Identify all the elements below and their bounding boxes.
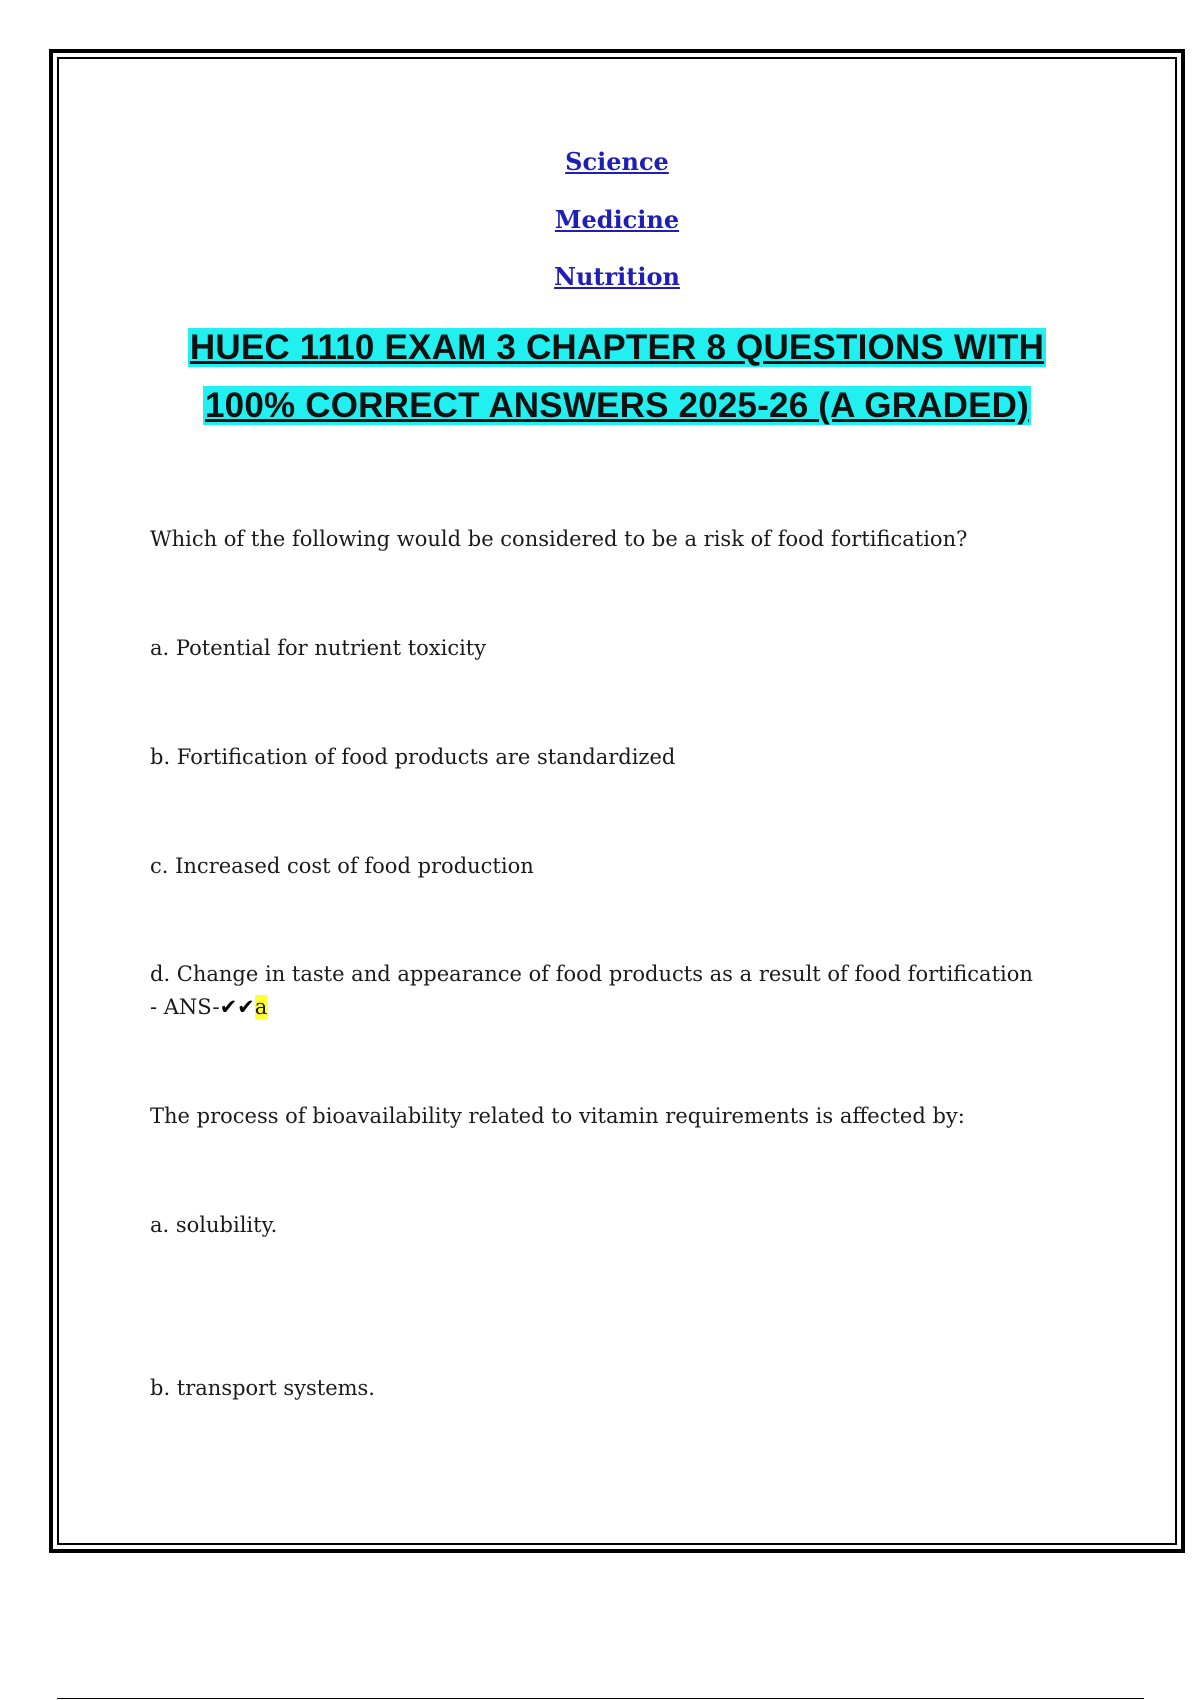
question-2-option-a: a. solubility. <box>150 1213 278 1237</box>
title-line-1 <box>53 322 1181 380</box>
answer-prefix: - ANS- <box>150 995 220 1019</box>
title-line-2 <box>53 380 1181 438</box>
question-1-option-b: b. Fortification of food products are standardized <box>150 745 676 769</box>
question-1-option-d: d. Change in taste and appearance of food products as a result of food fortification <box>150 962 1033 986</box>
question-1-prompt: Which of the following would be considered to be a risk of food fortification? <box>150 527 968 551</box>
question-1-option-c: c. Increased cost of food production <box>150 854 534 878</box>
answer-value: a <box>254 995 268 1019</box>
category-link-science-label[interactable]: Science <box>565 147 669 176</box>
category-link-medicine[interactable] <box>53 205 1181 234</box>
category-link-science[interactable] <box>53 147 1181 176</box>
category-link-medicine-label[interactable]: Medicine <box>554 205 680 234</box>
title-line-2-text: 100% CORRECT ANSWERS 2025-26 (A GRADED) <box>205 386 1029 425</box>
title-line-1-text: HUEC 1110 EXAM 3 CHAPTER 8 QUESTIONS WITH <box>189 328 1045 367</box>
footer-divider <box>57 1698 1144 1699</box>
category-link-nutrition-label[interactable]: Nutrition <box>554 262 680 291</box>
document-title <box>53 322 1181 438</box>
double-check-icon: ✔✔ <box>219 995 255 1019</box>
question-1-option-a: a. Potential for nutrient toxicity <box>150 636 487 660</box>
question-2-prompt: The process of bioavailability related to vitamin requirements is affected by: <box>150 1104 965 1128</box>
question-1-answer <box>150 995 267 1019</box>
question-2-option-b: b. transport systems. <box>150 1376 375 1400</box>
page-border <box>49 49 1185 1553</box>
category-link-nutrition[interactable] <box>53 262 1181 291</box>
